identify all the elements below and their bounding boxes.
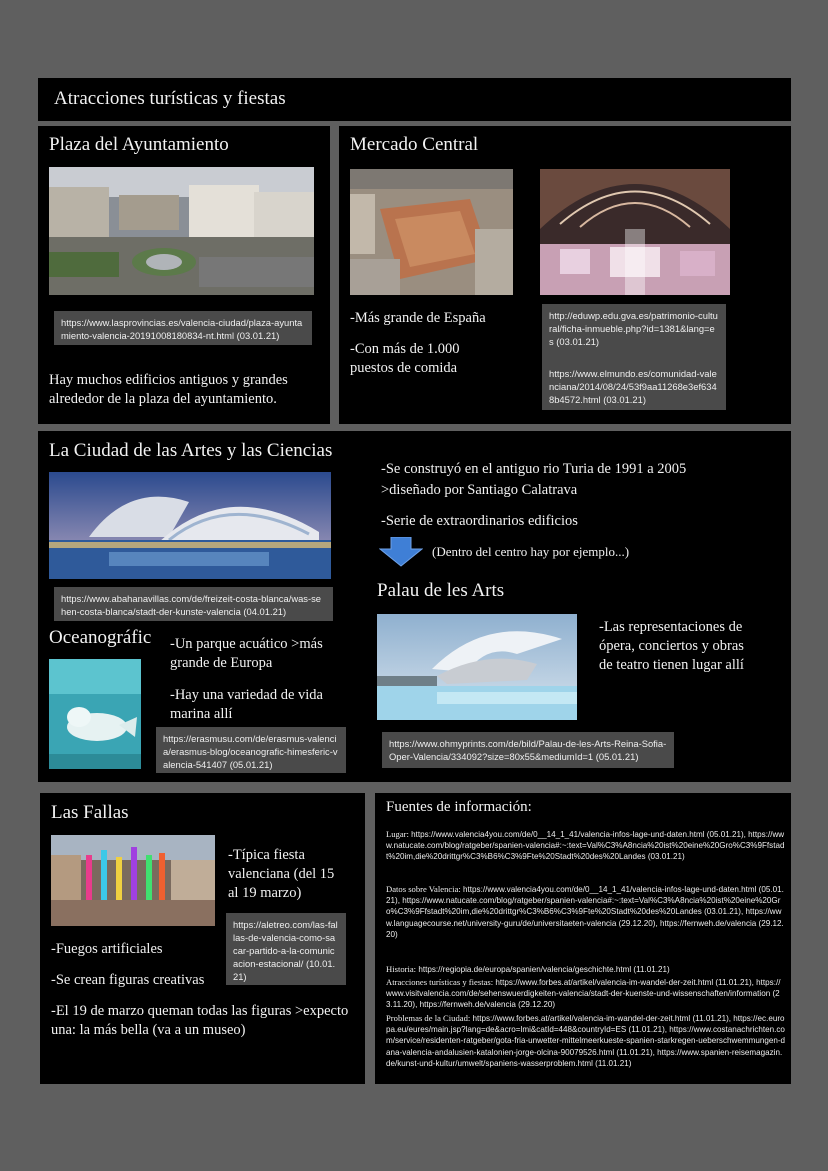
palau-heading: Palau de les Arts	[377, 580, 505, 601]
fallas-point-3: -El 19 de marzo queman todas las figuras >expecto una: la más bella (va a un museo)	[51, 1003, 349, 1038]
mercado-interior-photo	[540, 169, 730, 295]
fuentes-lugar-links: https://www.valencia4you.com/de/0__14_1_41/valencia-infos-lage-und-daten.html (05.01.21), https://www.natucate.com/blog/ratgeber/spanien-valencia#:~:text=Val%C3%A8ncia%20ist%20eine%20Gro%C3%9Ffstadt%20im,die%20drittgr%C3%B6%C3%9Fte%20Stadt%20des%20Landes (03.01.21)	[386, 830, 785, 862]
ciudad-photo	[49, 472, 331, 579]
fuentes-datos-label: Datos sobre Valencia:	[386, 884, 461, 894]
palau-text: -Las representaciones de ópera, conciertos y obras de teatro tienen lugar allí	[599, 619, 744, 673]
fuentes-historia	[386, 964, 786, 975]
mercado-point-2: -Con más de 1.000 puestos de comida	[350, 341, 460, 376]
ciudad-caption: https://www.abahanavillas.com/de/freizeit-costa-blanca/was-sehen-costa-blanca/stadt-der-kunste-valencia (04.01.21)	[54, 587, 333, 621]
fuentes-heading: Fuentes de información:	[386, 799, 532, 815]
fallas-photo	[51, 835, 215, 926]
ciudad-arrow-note: (Dentro del centro hay por ejemplo...)	[432, 544, 630, 559]
ciudad-panel	[38, 431, 791, 782]
ciudad-line-1: -Se construyó en el antiguo rio Turia de 1991 a 2005	[381, 461, 687, 477]
plaza-panel	[38, 126, 330, 424]
mercado-point-1: -Más grande de España	[350, 310, 486, 326]
fallas-caption: https://aletreo.com/las-fallas-de-valencia-como-sacar-partido-a-la-comunicacion-estacional/ (10.01.21)	[226, 913, 346, 985]
down-arrow-icon	[379, 537, 423, 567]
oceano-photo	[49, 659, 141, 769]
mercado-heading: Mercado Central	[350, 134, 479, 155]
title-bar	[38, 78, 791, 121]
fallas-heading: Las Fallas	[51, 802, 129, 823]
fuentes-atracciones-label: Atracciones turísticas y fiestas:	[386, 977, 494, 987]
fallas-point-1: -Fuegos artificiales	[51, 941, 163, 957]
page-title: Atracciones turísticas y fiestas	[54, 88, 286, 109]
fallas-text-1: -Típica fiesta valenciana (del 15 al 19 marzo)	[228, 847, 335, 901]
fallas-point-2: -Se crean figuras creativas	[51, 972, 205, 988]
fuentes-panel	[375, 793, 791, 1084]
palau-caption: https://www.ohmyprints.com/de/bild/Palau-de-les-Arts-Reina-Sofia-Oper-Valencia/334092?size=80x55&mediumId=1 (05.01.21)	[382, 732, 674, 768]
oceano-point-2: -Hay una variedad de vida marina allí	[170, 687, 323, 722]
ciudad-line-3: -Serie de extraordinarios edificios	[381, 513, 578, 529]
fuentes-atracciones-links: https://www.forbes.at/artikel/valencia-im-wandel-der-zeit.html (11.01.21), https://www.visitvalencia.com/de/sehenswuerdigkeiten-valencia/stadt-der-kuenste-und-wissenschaften/information (23.11.20), https://fernweh.de/valencia (29.12.20)	[386, 978, 781, 1010]
fallas-panel	[40, 793, 365, 1084]
fuentes-problemas-links: https://www.forbes.at/artikel/valencia-im-wandel-der-zeit.html (11.01.21), https://ec.europa.eu/eures/main.jsp?lang=de&acro=lmi&catId=448&countryId=ES (11.01.21), https://www.costanachrichten.com/service/residenten-ratgeber/gota-fria-unwetter-mittelmeerkueste-spanien-starkregen-ueberschwemmungen-dana-valencia-andalusien-katalonien-jorge-olcina-90079526.html (11.01.21), https://www.spanien-reisemagazin.de/kunst-und-kultur/umwelt/spaniens-wasserproblem.html (11.01.21)	[386, 1014, 786, 1068]
fuentes-datos	[386, 884, 786, 940]
plaza-heading: Plaza del Ayuntamiento	[49, 134, 229, 155]
palau-photo	[377, 614, 577, 720]
fuentes-datos-links: https://www.valencia4you.com/de/0__14_1_41/valencia-infos-lage-und-daten.html (05.01.21), https://www.natucate.com/blog/ratgeber/spanien-valencia#:~:text=Val%C3%A8ncia%20ist%20eine%20Gro%C3%9Ffstadt%20im,die%20drittgr%C3%B6%C3%9Fte%20Stadt%20des%20Landes (03.01.21), https://www.languagecourse.net/university-guru/de/universitaeten-valencia (29.12.20), https://fernweh.de/valencia (29.12.20)	[386, 885, 784, 939]
ciudad-line-2: >diseñado por Santiago Calatrava	[381, 482, 578, 498]
oceano-heading: Oceanográfic	[49, 627, 152, 648]
fuentes-problemas	[386, 1013, 786, 1069]
mercado-panel	[339, 126, 791, 424]
ciudad-heading: La Ciudad de las Artes y las Ciencias	[49, 440, 333, 461]
fuentes-atracciones	[386, 977, 786, 1011]
oceano-point-1: -Un parque acuático >más grande de Europa	[170, 636, 323, 671]
fuentes-lugar	[386, 829, 786, 863]
mercado-aerial-photo	[350, 169, 513, 295]
plaza-photo	[49, 167, 314, 295]
fuentes-lugar-label: Lugar:	[386, 829, 409, 839]
fuentes-historia-label: Historia:	[386, 964, 417, 974]
plaza-caption: https://www.lasprovincias.es/valencia-ciudad/plaza-ayuntamiento-valencia-20191008180834-nt.html (03.01.21)	[54, 311, 312, 345]
plaza-text: Hay muchos edificios antiguos y grandes alrededor de la plaza del ayuntamiento.	[49, 372, 288, 407]
fuentes-historia-links: https://regiopia.de/europa/spanien/valencia/geschichte.html (11.01.21)	[416, 965, 670, 974]
mercado-caption-1: http://eduwp.edu.gva.es/patrimonio-cultural/ficha-inmueble.php?id=1381&lang=es (03.01.21)	[542, 304, 726, 364]
oceano-caption: https://erasmusu.com/de/erasmus-valencia/erasmus-blog/oceanografic-himesferic-valencia-541407 (05.01.21)	[156, 727, 346, 773]
mercado-caption-2: https://www.elmundo.es/comunidad-valenciana/2014/08/24/53f9aa11268e3ef6348b4572.html (03.01.21)	[542, 362, 726, 410]
fuentes-problemas-label: Problemas de la Ciudad:	[386, 1013, 471, 1023]
